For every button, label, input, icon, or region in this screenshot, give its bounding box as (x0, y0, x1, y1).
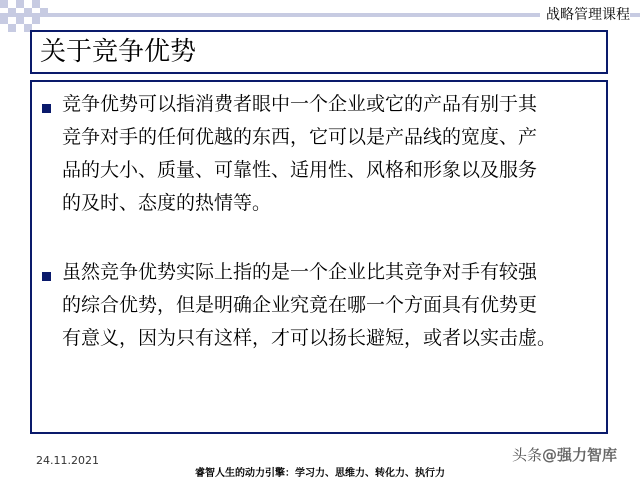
bullet-2-line-3: 有意义，因为只有这样，才可以扬长避短，或者以实击虚。 (62, 327, 557, 349)
watermark-account: @强力智库 (542, 446, 618, 464)
footer-date: 24.11.2021 (36, 454, 99, 467)
bullet-paragraph-1 (62, 88, 602, 220)
bullet-1-line-1: 竞争优势可以指消费者眼中一个企业或它的产品有别于其 (62, 93, 538, 115)
footer-tagline: 睿智人生的动力引擎：学习力、思维力、转化力、执行力 (195, 468, 445, 479)
slide-title: 关于竞争优势 (40, 37, 197, 67)
corner-checker-decoration (0, 0, 54, 34)
bullet-paragraph-2 (62, 256, 602, 355)
bullet-2-line-1: 虽然竞争优势实际上指的是一个企业比其竞争对手有较强 (62, 261, 538, 283)
watermark-source: 头条 (512, 446, 543, 464)
slide-content-box (30, 80, 608, 434)
watermark (512, 444, 617, 465)
bullet-1-line-4: 的及时、态度的热情等。 (62, 192, 272, 214)
bullet-2-line-2: 的综合优势，但是明确企业究竟在哪一个方面具有优势更 (62, 294, 538, 316)
slide-title-box (30, 30, 608, 74)
bullet-square-icon (42, 272, 51, 281)
course-title: 战略管理课程 (540, 4, 630, 24)
bullet-square-icon (42, 104, 51, 113)
bullet-1-line-3: 品的大小、质量、可靠性、适用性、风格和形象以及服务 (62, 159, 538, 181)
bullet-1-line-2: 竞争对手的任何优越的东西，它可以是产品线的宽度、产 (62, 126, 538, 148)
